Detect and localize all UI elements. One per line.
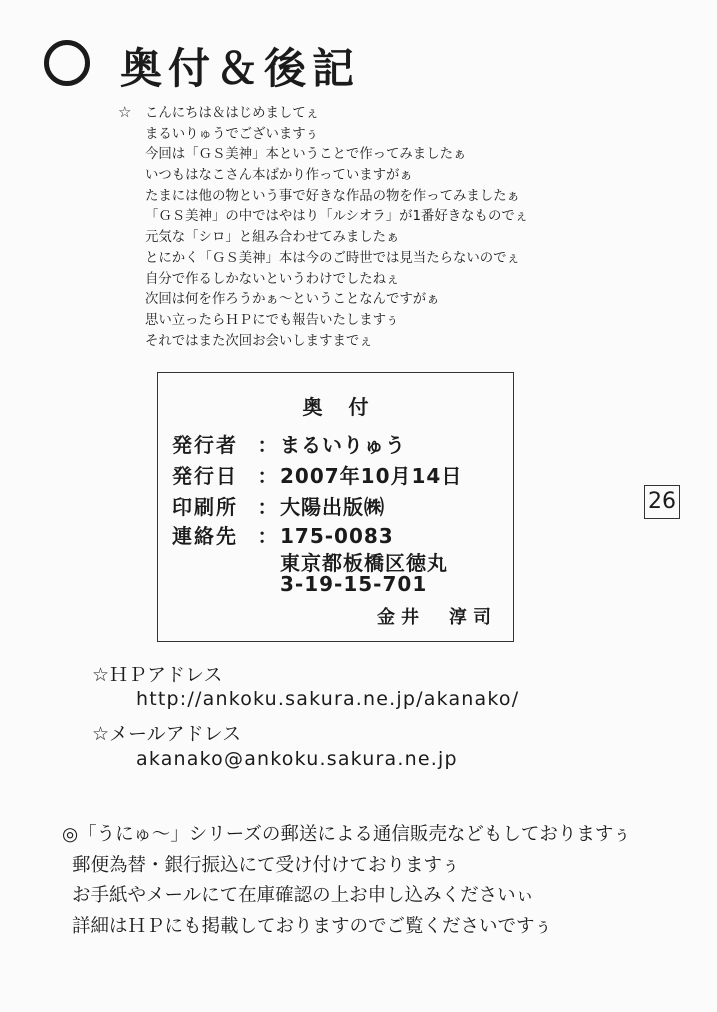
- title-circle-mark: [44, 40, 90, 86]
- afterword-line: それではまた次回お会いしますまでぇ: [145, 333, 373, 349]
- mail-order-notice: [62, 820, 632, 942]
- afterword-line: 今回は「ＧＳ美神」本ということで作ってみましたぁ: [145, 147, 467, 163]
- afterword-line: いつもはなこさん本ばかり作っていますがぁ: [145, 168, 413, 184]
- address-line-1: 東京都板橋区徳丸: [280, 551, 448, 575]
- hp-address-label: ☆ＨＰアドレス: [92, 664, 223, 686]
- afterword-line: まるいりゅうでございますぅ: [145, 126, 319, 142]
- publisher-label: 発行者: [172, 433, 238, 457]
- date-value: 2007年10月14日: [280, 464, 463, 488]
- afterword-line: たまには他の物という事で好きな作品の物を作ってみましたぁ: [145, 188, 520, 204]
- afterword-line: 自分で作るしかないというわけでしたねぇ: [145, 271, 400, 287]
- double-circle-icon: ◎: [62, 824, 79, 845]
- mail-order-line: お手紙やメールにて在庫確認の上お申し込みくださいぃ: [72, 885, 535, 906]
- mail-order-line: 郵便為替・銀行振込にて受け付けておりますぅ: [72, 854, 460, 876]
- colophon-box: [157, 372, 514, 642]
- separator: ：: [257, 495, 279, 519]
- page-title: 奥付＆後記: [120, 44, 361, 93]
- publisher-value: まるいりゅう: [280, 433, 406, 457]
- date-label: 発行日: [172, 464, 238, 488]
- afterword-line: 元気な「シロ」と組み合わせてみましたぁ: [145, 230, 400, 246]
- page-number: 26: [644, 485, 680, 519]
- contact-label: 連絡先: [172, 524, 238, 548]
- mail-address-link[interactable]: akanako@ankoku.sakura.ne.jp: [136, 748, 458, 770]
- colophon-row-publisher: [172, 429, 406, 458]
- afterword-text: [145, 104, 528, 352]
- afterword-line: 次回は何を作ろうかぁ～ということなんですがぁ: [145, 292, 440, 308]
- mail-address-label: ☆メールアドレス: [92, 723, 242, 745]
- star-icon: ☆: [118, 103, 132, 121]
- colophon-row-date: [172, 460, 462, 489]
- hp-url-link[interactable]: http://ankoku.sakura.ne.jp/akanako/: [136, 688, 520, 710]
- afterword-line: こんにちは＆はじめましてぇ: [145, 106, 320, 121]
- printer-label: 印刷所: [172, 495, 238, 519]
- author-name: 金井 淳司: [377, 607, 497, 628]
- mail-order-line: ◎「うにゅ～」シリーズの郵送による通信販売などもしておりますぅ: [62, 824, 632, 845]
- address-line-2: 3-19-15-701: [280, 572, 428, 596]
- colophon-row-contact: [172, 520, 394, 549]
- postal-code: 175-0083: [280, 524, 394, 548]
- separator: ：: [257, 524, 279, 548]
- separator: ：: [257, 464, 279, 488]
- colophon-heading: 奥付: [302, 395, 395, 419]
- afterword-line: 「ＧＳ美神」の中ではやはり「ルシオラ」が1番好きなものでぇ: [145, 209, 529, 225]
- afterword-line: 思い立ったらＨＰにでも報告いたしますぅ: [145, 312, 400, 328]
- mail-order-line: 詳細はＨＰにも掲載しておりますのでご覧くださいですぅ: [72, 915, 553, 937]
- colophon-row-printer: [172, 491, 385, 520]
- afterword-line: とにかく「ＧＳ美神」本は今のご時世では見当たらないのでぇ: [145, 250, 520, 266]
- printer-value: 大陽出版㈱: [280, 495, 385, 519]
- separator: ：: [257, 433, 279, 457]
